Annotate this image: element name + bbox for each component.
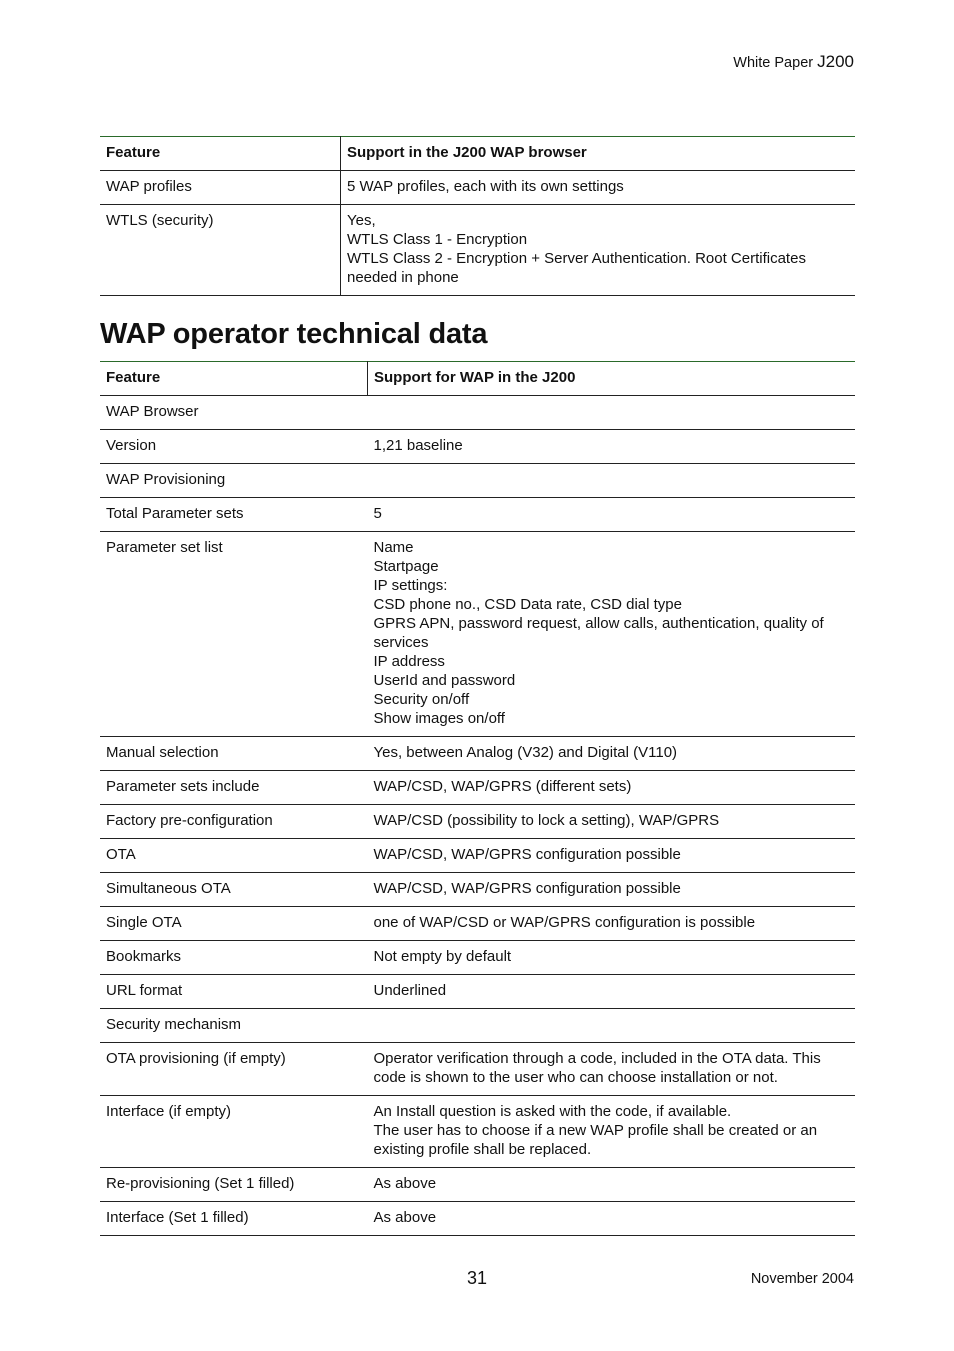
table-row: [100, 907, 855, 941]
support-cell: [368, 1043, 856, 1096]
support-line: WAP/CSD, WAP/GPRS (different sets): [373, 778, 632, 795]
support-line: WTLS Class 1 - Encryption: [347, 231, 528, 248]
support-cell: [368, 1096, 856, 1168]
page-header: [733, 52, 854, 72]
table-row: [100, 1096, 855, 1168]
support-line: Underlined: [373, 982, 447, 999]
support-line: An Install question is asked with the code, if available.: [373, 1103, 732, 1120]
column-header-support: Support in the J200 WAP browser: [341, 137, 856, 171]
header-product: J200: [817, 52, 854, 71]
feature-cell: Manual selection: [100, 737, 368, 771]
table-row: [100, 737, 855, 771]
support-line: WTLS Class 2 - Encryption + Server Authentication. Root Certificates needed in phone: [347, 250, 806, 286]
column-header-support: Support for WAP in the J200: [368, 362, 856, 396]
feature-cell: OTA provisioning (if empty): [100, 1043, 368, 1096]
support-cell: [368, 839, 856, 873]
browser-support-table: [100, 136, 855, 296]
footer-date: November 2004: [750, 1271, 854, 1287]
table-row: [100, 430, 855, 464]
table-row: [100, 396, 855, 430]
table-row: [100, 805, 855, 839]
column-header-feature: Feature: [100, 137, 341, 171]
feature-cell: WAP profiles: [100, 171, 341, 205]
support-cell: [368, 805, 856, 839]
support-line: The user has to choose if a new WAP profile shall be created or an existing profile shall be replaced.: [373, 1122, 818, 1158]
support-line: Operator verification through a code, included in the OTA data. This code is shown to the user who can choose installation or not.: [373, 1050, 821, 1086]
feature-cell: Factory pre-configuration: [100, 805, 368, 839]
support-cell: [368, 396, 856, 430]
section-title: WAP operator technical data: [100, 318, 488, 350]
header-label: White Paper: [733, 55, 814, 71]
support-line: Not empty by default: [373, 948, 512, 965]
feature-cell: Version: [100, 430, 368, 464]
table-row: [100, 1009, 855, 1043]
support-line: As above: [373, 1209, 437, 1226]
support-line: Startpage: [373, 558, 439, 575]
support-line: 5 WAP profiles, each with its own settings: [347, 178, 624, 195]
feature-cell: Parameter sets include: [100, 771, 368, 805]
table-row: [100, 941, 855, 975]
table-row: [100, 532, 855, 737]
support-line: Show images on/off: [373, 710, 505, 727]
support-line: As above: [373, 1175, 437, 1192]
table-row: [100, 205, 855, 296]
support-cell: [368, 975, 856, 1009]
table-row: [100, 839, 855, 873]
support-line: Yes, between Analog (V32) and Digital (V110): [373, 744, 678, 761]
support-cell: [368, 1009, 856, 1043]
support-line: Security on/off: [373, 691, 470, 708]
table-row: [100, 171, 855, 205]
support-cell: [368, 532, 856, 737]
table-row: [100, 975, 855, 1009]
support-cell: [368, 1202, 856, 1236]
support-line: WAP/CSD, WAP/GPRS configuration possible: [373, 880, 681, 897]
feature-cell: Security mechanism: [100, 1009, 368, 1043]
table-header-row: [100, 362, 855, 396]
feature-cell: OTA: [100, 839, 368, 873]
support-cell: [368, 771, 856, 805]
support-cell: [368, 737, 856, 771]
support-line: one of WAP/CSD or WAP/GPRS configuration is possible: [373, 914, 756, 931]
support-cell: [368, 498, 856, 532]
table-row: [100, 873, 855, 907]
support-line: IP settings:: [373, 577, 448, 594]
table-row: [100, 498, 855, 532]
feature-cell: Interface (if empty): [100, 1096, 368, 1168]
support-line: Name: [373, 539, 414, 556]
support-cell: [368, 907, 856, 941]
support-cell: [368, 430, 856, 464]
support-cell: [368, 873, 856, 907]
feature-cell: Parameter set list: [100, 532, 368, 737]
feature-cell: WTLS (security): [100, 205, 341, 296]
support-line: UserId and password: [373, 672, 516, 689]
feature-cell: Bookmarks: [100, 941, 368, 975]
support-line: 1,21 baseline: [373, 437, 463, 454]
support-line: WAP/CSD (possibility to lock a setting), WAP/GPRS: [373, 812, 720, 829]
support-line: Yes,: [347, 212, 376, 229]
table-header-row: [100, 137, 855, 171]
support-cell: [368, 1168, 856, 1202]
feature-cell: Single OTA: [100, 907, 368, 941]
table-row: [100, 1168, 855, 1202]
page-number: 31: [466, 1268, 488, 1288]
support-cell: [368, 941, 856, 975]
support-line: IP address: [373, 653, 445, 670]
feature-cell: Total Parameter sets: [100, 498, 368, 532]
operator-data-table: [100, 361, 855, 1236]
table-row: [100, 1043, 855, 1096]
feature-cell: Simultaneous OTA: [100, 873, 368, 907]
table-row: [100, 1202, 855, 1236]
feature-cell: Interface (Set 1 filled): [100, 1202, 368, 1236]
feature-cell: WAP Browser: [100, 396, 368, 430]
support-cell: [341, 171, 856, 205]
support-line: GPRS APN, password request, allow calls, authentication, quality of services: [373, 615, 824, 651]
support-cell: [368, 464, 856, 498]
support-line: CSD phone no., CSD Data rate, CSD dial type: [373, 596, 682, 613]
column-header-feature: Feature: [100, 362, 368, 396]
support-line: 5: [373, 505, 382, 522]
table-row: [100, 771, 855, 805]
support-line: WAP/CSD, WAP/GPRS configuration possible: [373, 846, 681, 863]
feature-cell: Re-provisioning (Set 1 filled): [100, 1168, 368, 1202]
feature-cell: URL format: [100, 975, 368, 1009]
table-row: [100, 464, 855, 498]
feature-cell: WAP Provisioning: [100, 464, 368, 498]
support-cell: [341, 205, 856, 296]
